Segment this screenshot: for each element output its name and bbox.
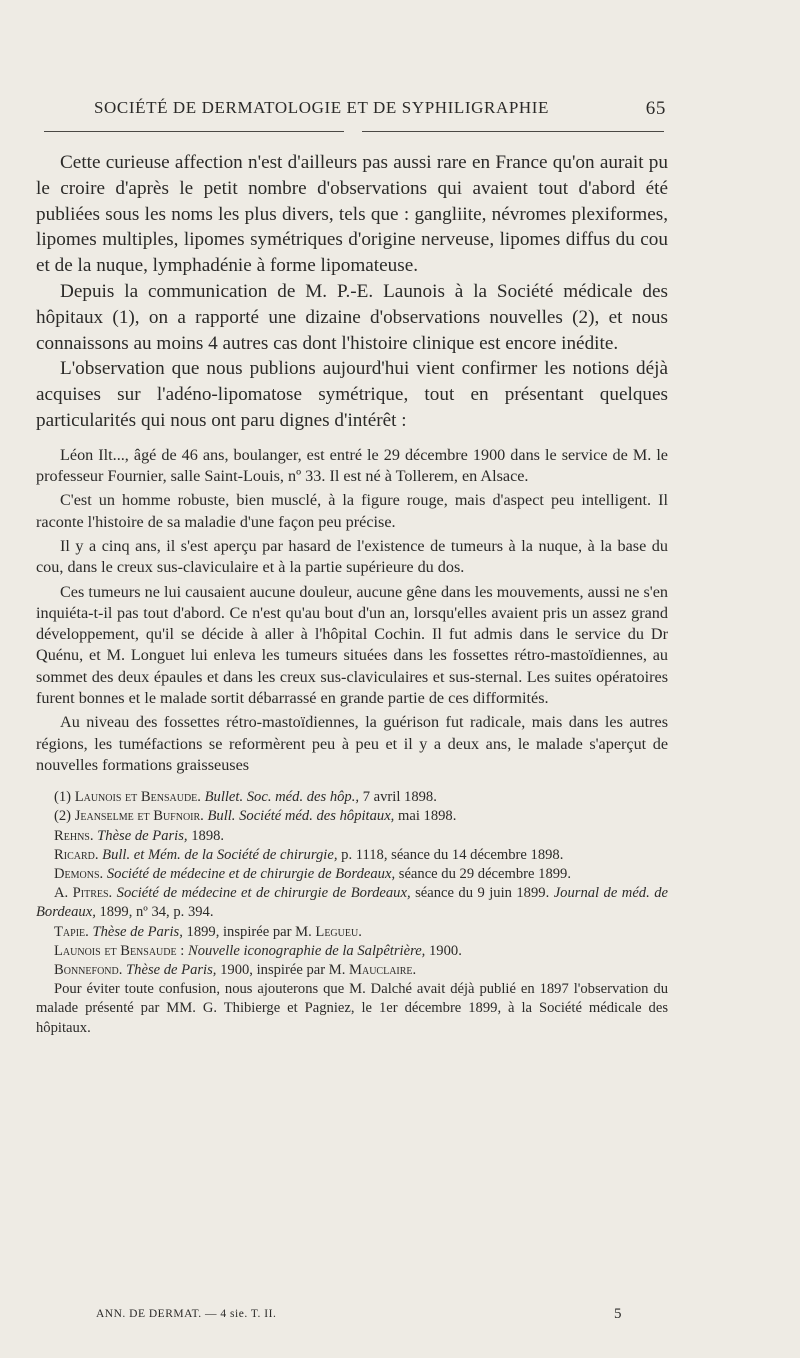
header-rule-right	[362, 131, 664, 132]
observation-text	[36, 445, 668, 776]
footnote: A. Pitres. Société de médecine et de chirurgie de Bordeaux, séance du 9 juin 1899. Journal de méd. de Bordeaux, 1899, nº 34, p. 394.	[36, 885, 668, 921]
header-rule-left	[44, 131, 344, 132]
footnote: (1) Launois et Bensaude. Bullet. Soc. méd. des hôp., 7 avril 1898.	[54, 789, 437, 806]
footnote: Tapie. Thèse de Paris, 1899, inspirée par M. Legueu.	[54, 923, 362, 940]
sheet-number: 5	[614, 1306, 622, 1322]
observation-paragraph: Léon Ilt..., âgé de 46 ans, boulanger, est entré le 29 décembre 1900 dans le service de M. le professeur Fournier, salle Saint-Louis, nº 33. Il est né à Tollerem, en Alsace.	[36, 445, 668, 486]
footnote: Pour éviter toute confusion, nous ajouterons que M. Dalché avait déjà publié en 1897 l'observation du malade présenté par MM. G. Thibierge et Pagniez, le 1er décembre 1899, à la Société médicale des hôpitaux.	[36, 981, 668, 1036]
printer-signature: ANN. DE DERMAT. — 4 sie. T. II.	[96, 1308, 277, 1320]
intro-paragraph: Depuis la communication de M. P.-E. Launois à la Société médicale des hôpitaux (1), on a rapporté une dizaine d'observations nouvelles (2), et nous connaissons au moins 4 autres cas dont l'histoire clinique est encore inédite.	[36, 280, 668, 354]
observation-paragraph: Il y a cinq ans, il s'est aperçu par hasard de l'existence de tumeurs à la nuque, à la base du cou, dans le creux sus-claviculaire et à la partie supérieure du dos.	[36, 536, 668, 577]
observation-paragraph: C'est un homme robuste, bien musclé, à la figure rouge, mais d'aspect peu intelligent. Il raconte l'histoire de sa maladie d'une façon peu précise.	[36, 491, 668, 531]
footnote: (2) Jeanselme et Bufnoir. Bull. Société méd. des hôpitaux, mai 1898.	[54, 808, 457, 825]
intro-paragraph: L'observation que nous publions aujourd'hui vient confirmer les notions déjà acquises sur l'adéno-lipomatose symétrique, tout en présentant quelques particularités qui nous ont paru dignes d'intérêt :	[36, 358, 668, 431]
footnote: Rehns. Thèse de Paris, 1898.	[54, 827, 225, 844]
intro-text	[36, 150, 668, 434]
footnote: Launois et Bensaude : Nouvelle iconographie de la Salpêtrière, 1900.	[54, 942, 462, 959]
footnote: Demons. Société de médecine et de chirurgie de Bordeaux, séance du 29 décembre 1899.	[54, 866, 571, 883]
footnote: Ricard. Bull. et Mém. de la Société de chirurgie, p. 1118, séance du 14 décembre 1898.	[54, 846, 564, 863]
footnote: Bonnefond. Thèse de Paris, 1900, inspirée par M. Mauclaire.	[54, 962, 417, 979]
page-body	[36, 150, 668, 1038]
page-number: 65	[645, 98, 666, 119]
footnotes	[36, 788, 668, 1038]
observation-paragraph: Au niveau des fossettes rétro-mastoïdiennes, la guérison fut radicale, mais dans les autres régions, les tuméfactions se reformèrent peu à peu et il y a deux ans, le malade s'aperçut de nouvelles formations graisseuses	[36, 713, 668, 774]
intro-paragraph: Cette curieuse affection n'est d'ailleurs pas aussi rare en France qu'on aurait pu le croire d'après le petit nombre d'observations qui avaient tout d'abord été publiées sous les noms les plus divers, tels que : gangliite, névromes plexiformes, lipomes multiples, lipomes symétriques d'origine nerveuse, lipomes diffus du cou et de la nuque, lymphadénie à forme lipomateuse.	[36, 152, 668, 277]
observation-paragraph: Ces tumeurs ne lui causaient aucune douleur, aucune gêne dans les mouvements, aussi ne s'en inquiéta-t-il pas tout d'abord. Ce n'est qu'au bout d'un an, lorsqu'elles avaient pris un assez grand développement, qu'il se décide à aller à l'hôpital Cochin. Il fut admis dans le service du Dr Quénu, et M. Longuet lui enleva les tumeurs situées dans les fossettes rétro-mastoïdiennes, au sommet des deux épaules et dans les creux sus-claviculaires et sus-sternal. Les suites opératoires furent bonnes et le malade sortit débarrassé en grande partie de ces difformités.	[36, 582, 668, 708]
running-title: SOCIÉTÉ DE DERMATOLOGIE ET DE SYPHILIGRAPHIE	[94, 98, 550, 117]
running-header	[94, 98, 666, 124]
